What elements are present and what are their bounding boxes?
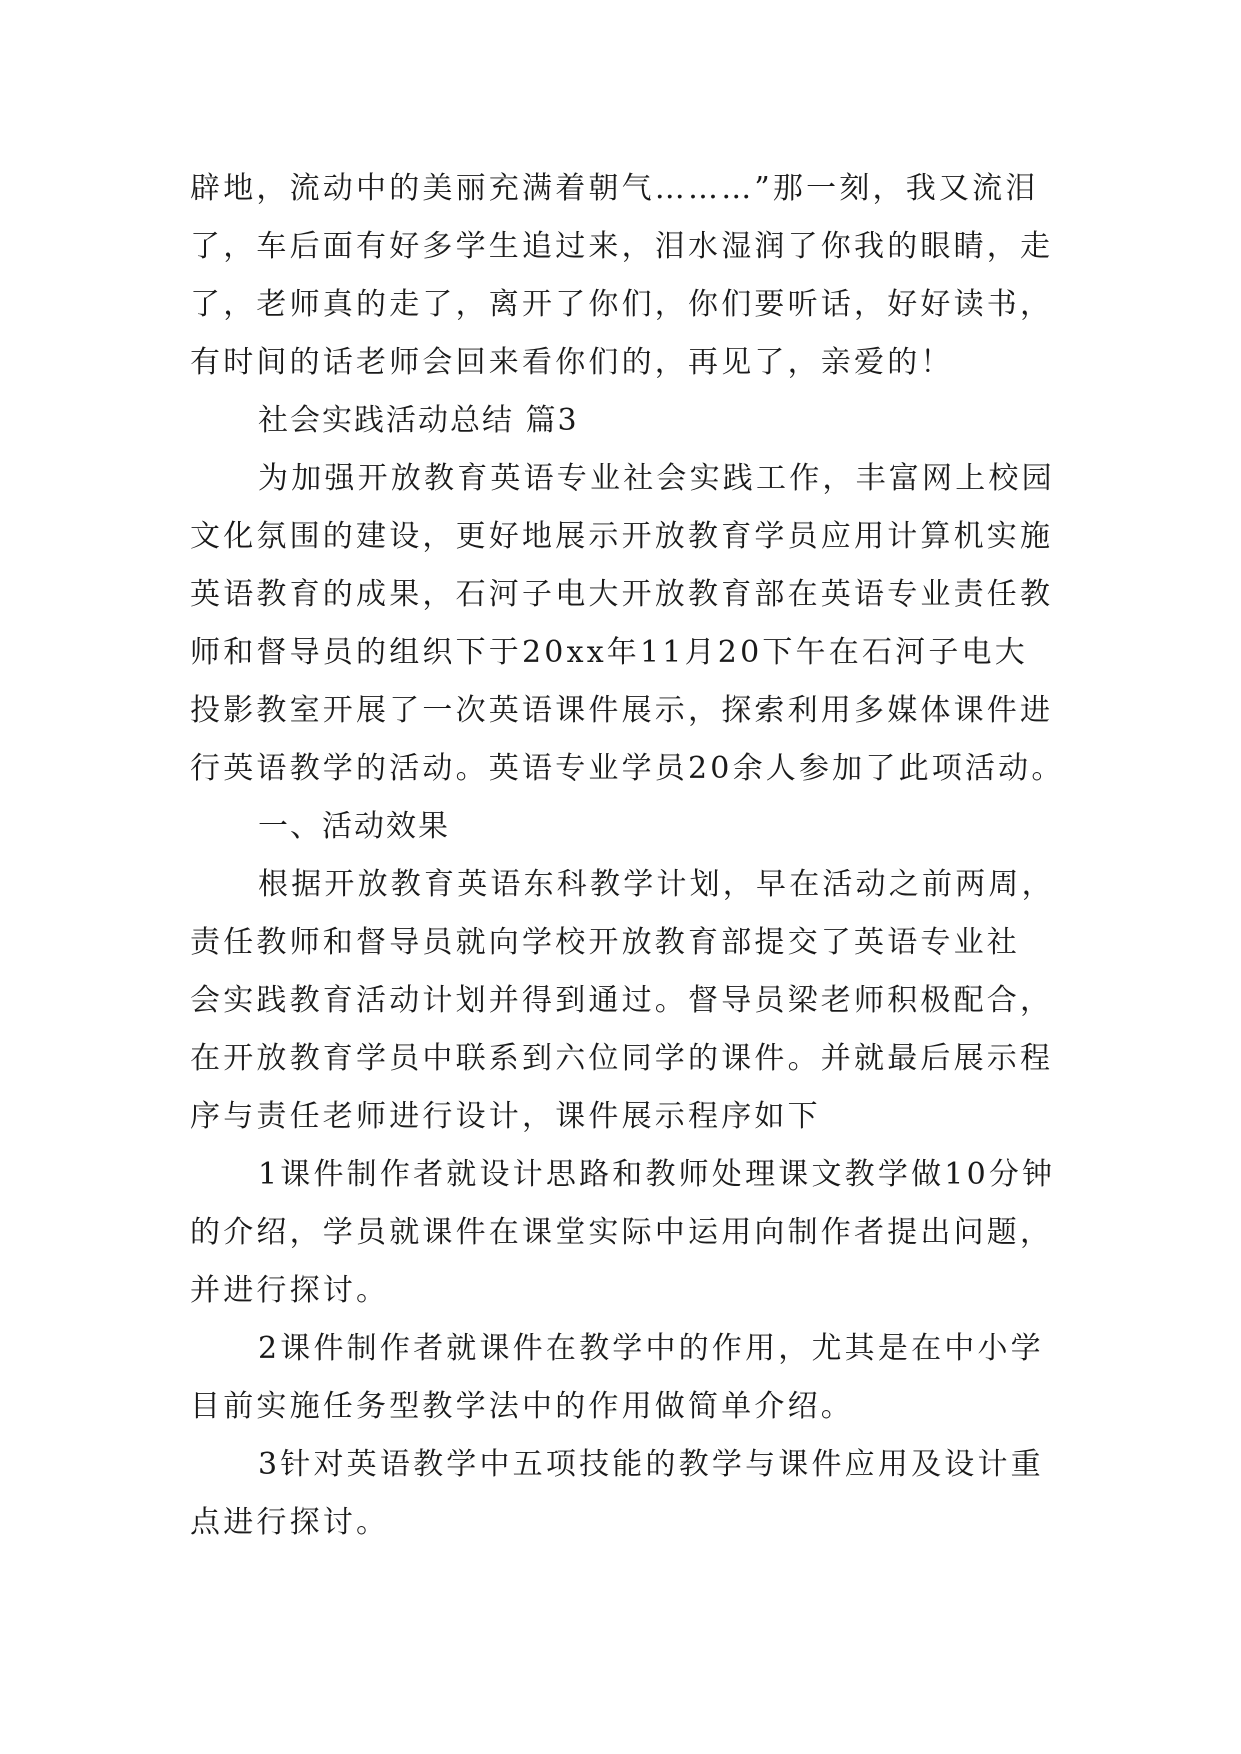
text-line: 责任教师和督导员就向学校开放教育部提交了英语专业社 xyxy=(190,925,1020,960)
text-line: 投影教室开展了一次英语课件展示，探索利用多媒体课件进 xyxy=(190,693,1054,728)
text-line: 了，老师真的走了，离开了你们，你们要听话，好好读书， xyxy=(190,287,1054,322)
text-line: 为加强开放教育英语专业社会实践工作，丰富网上校园 xyxy=(258,461,1055,496)
text-line: 了，车后面有好多学生追过来，泪水湿润了你我的眼睛，走 xyxy=(190,229,1054,264)
text-line: 目前实施任务型教学法中的作用做简单介绍。 xyxy=(190,1389,854,1424)
list-item: 2课件制作者就课件在教学中的作用，尤其是在中小学 xyxy=(258,1331,1044,1366)
section-heading: 社会实践活动总结 篇3 xyxy=(258,403,579,438)
text-line: 文化氛围的建设，更好地展示开放教育学员应用计算机实施 xyxy=(190,519,1054,554)
text-line: 英语教育的成果，石河子电大开放教育部在英语专业责任教 xyxy=(190,577,1054,612)
subsection-heading: 一、活动效果 xyxy=(258,809,450,844)
text-line: 并进行探讨。 xyxy=(190,1273,390,1308)
text-line: 点进行探讨。 xyxy=(190,1505,390,1540)
text-line: 的介绍，学员就课件在课堂实际中运用向制作者提出问题， xyxy=(190,1215,1054,1250)
list-item: 1课件制作者就设计思路和教师处理课文教学做10分钟 xyxy=(258,1157,1056,1192)
text-line: 师和督导员的组织下于20xx年11月20下午在石河子电大 xyxy=(190,635,1028,670)
text-line: 序与责任老师进行设计，课件展示程序如下 xyxy=(190,1099,821,1134)
text-line: 会实践教育活动计划并得到通过。督导员梁老师积极配合， xyxy=(190,983,1054,1018)
text-line: 辟地，流动中的美丽充满着朝气………”那一刻，我又流泪 xyxy=(190,171,1039,206)
text-line: 有时间的话老师会回来看你们的，再见了，亲爱的！ xyxy=(190,345,954,380)
text-line: 行英语教学的活动。英语专业学员20余人参加了此项活动。 xyxy=(190,751,1065,786)
document-body xyxy=(190,160,1065,1552)
text-line: 根据开放教育英语东科教学计划，早在活动之前两周， xyxy=(258,867,1055,902)
list-item: 3针对英语教学中五项技能的教学与课件应用及设计重 xyxy=(258,1447,1044,1482)
text-line: 在开放教育学员中联系到六位同学的课件。并就最后展示程 xyxy=(190,1041,1054,1076)
